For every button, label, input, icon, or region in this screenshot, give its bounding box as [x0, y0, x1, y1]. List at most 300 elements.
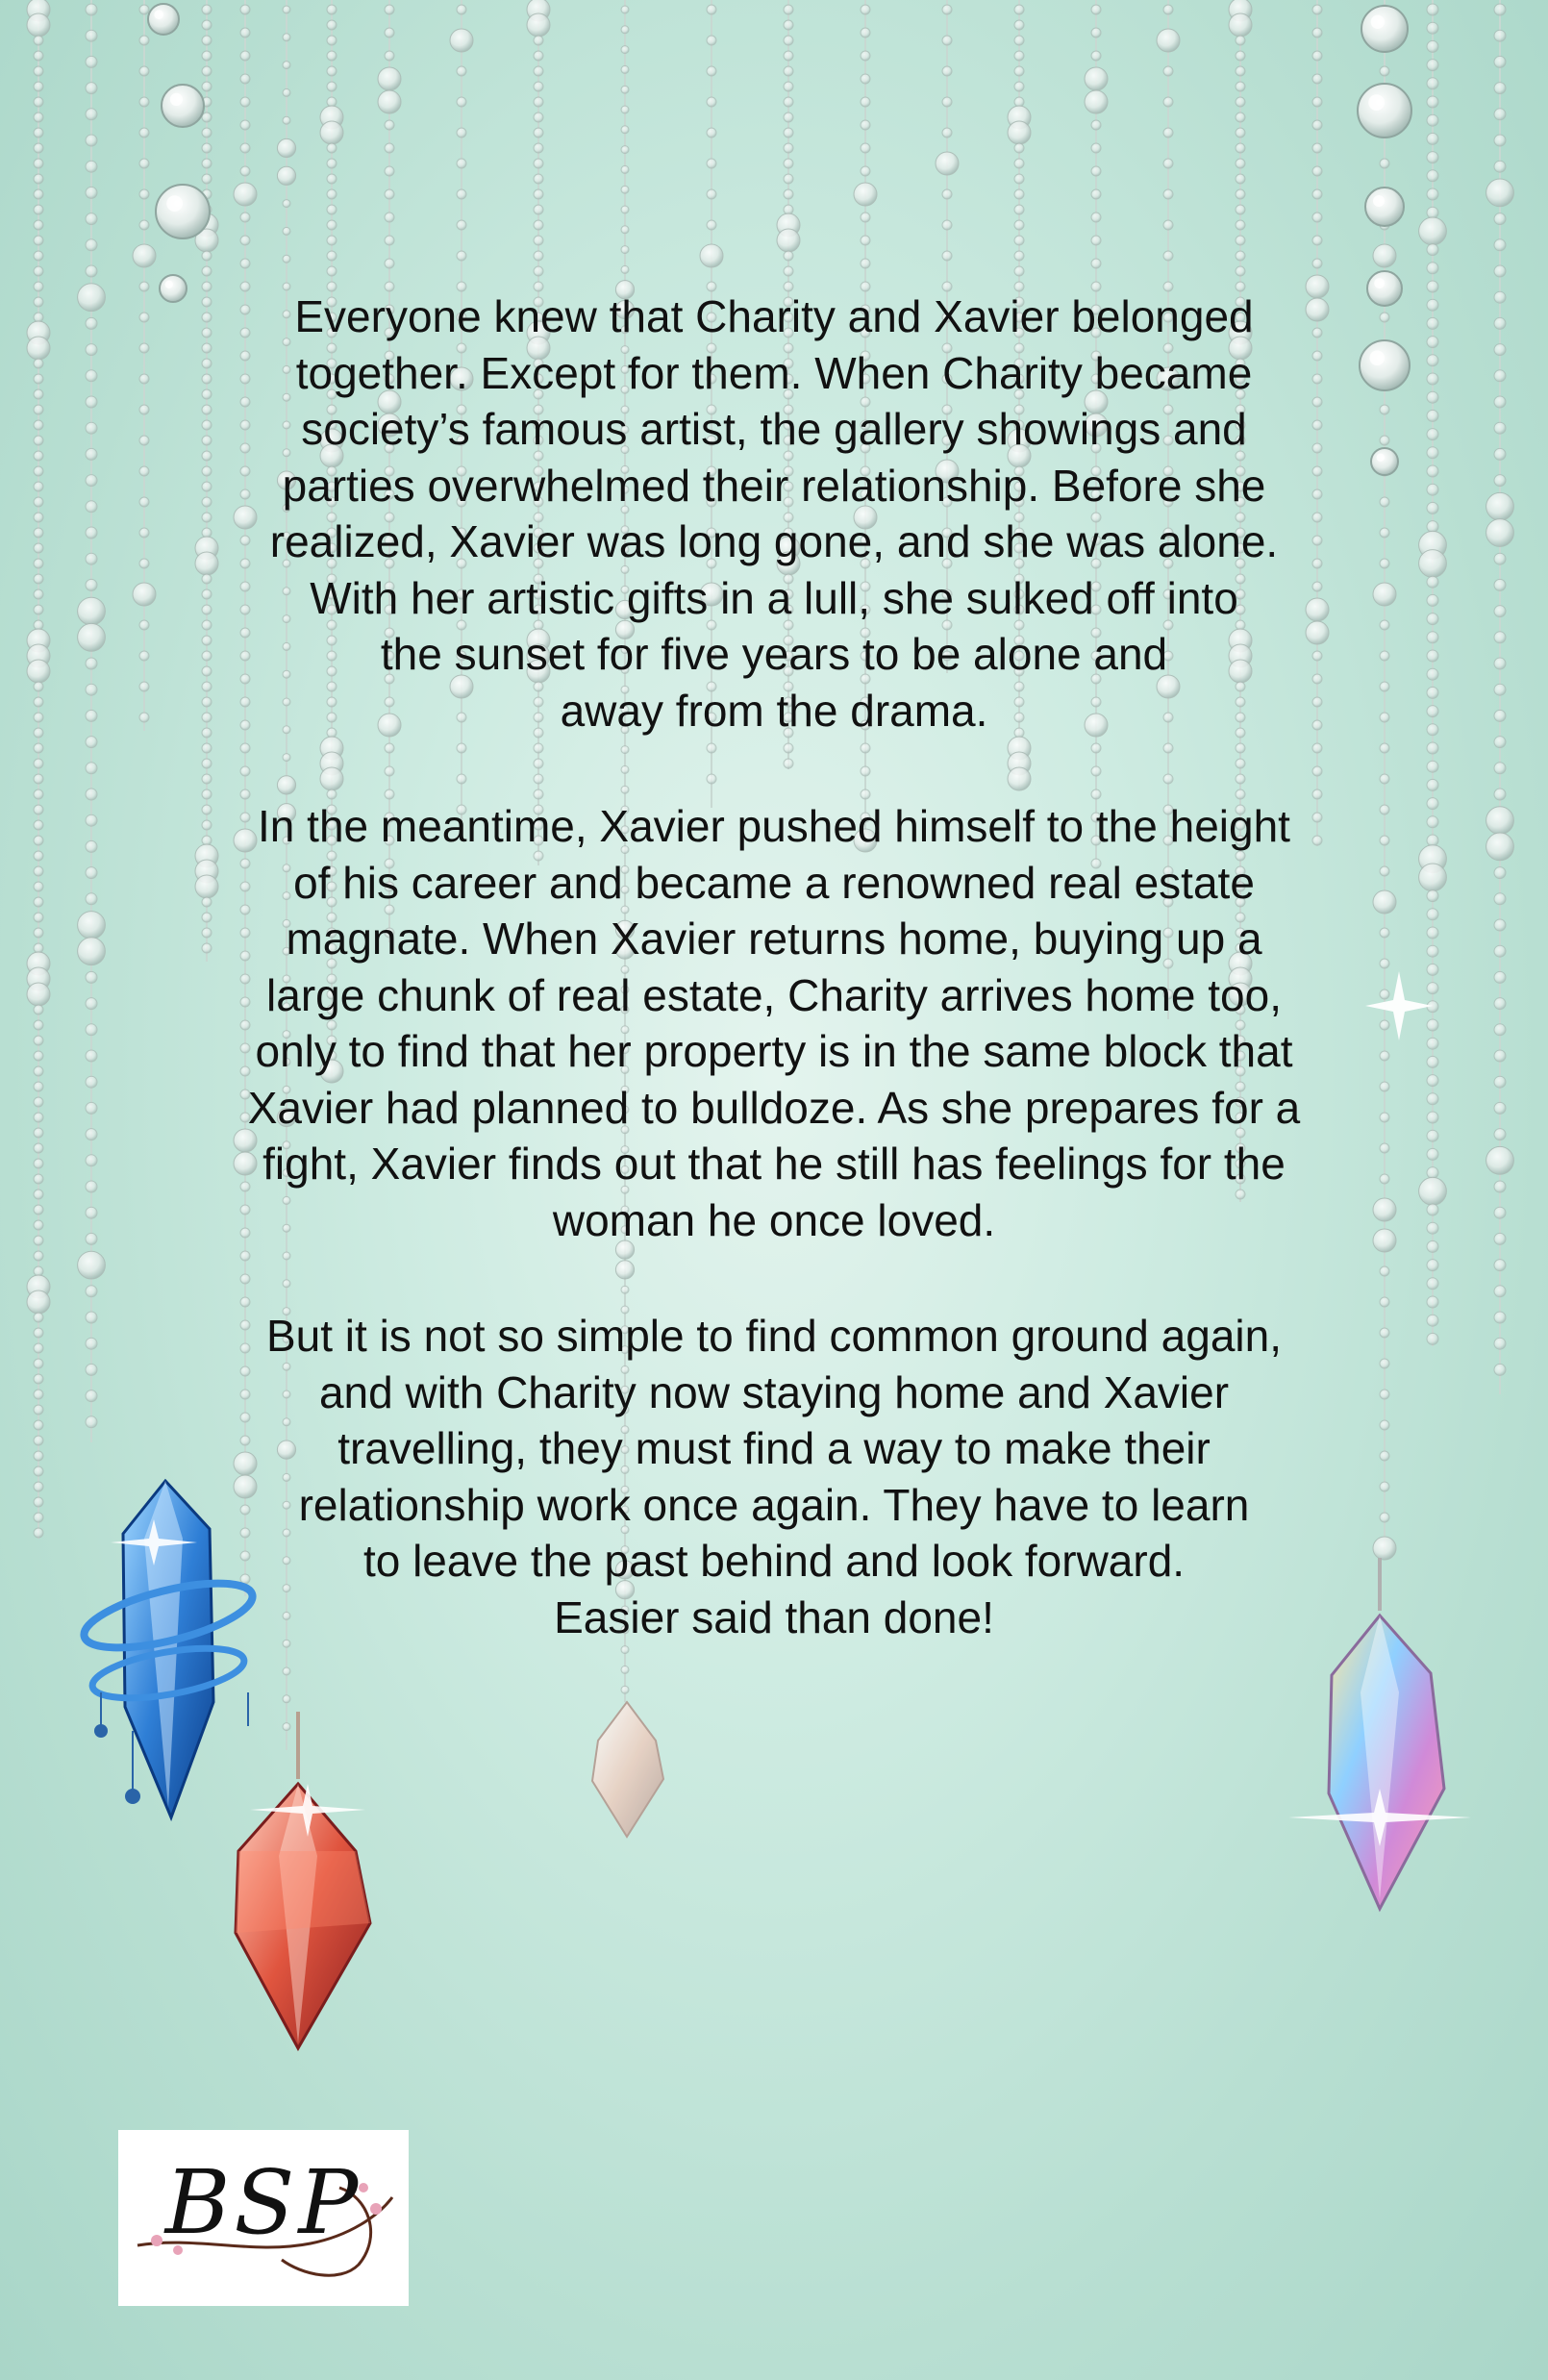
bead	[139, 374, 149, 384]
bead	[1380, 1482, 1389, 1491]
bead	[621, 1646, 629, 1654]
bead	[139, 528, 149, 538]
bead	[1014, 220, 1024, 230]
bead	[1486, 519, 1514, 547]
bead	[534, 36, 543, 45]
bead	[1494, 30, 1506, 41]
bead	[1494, 56, 1506, 67]
bead	[942, 220, 952, 230]
bead	[240, 743, 250, 753]
bead	[1163, 97, 1173, 107]
bead	[1494, 396, 1506, 408]
bead	[1380, 66, 1389, 76]
bead	[327, 220, 337, 230]
bead	[1091, 766, 1101, 776]
bead	[1427, 1333, 1438, 1344]
bead	[86, 1207, 97, 1218]
bead	[34, 236, 43, 245]
bead	[457, 220, 466, 230]
bead	[34, 1143, 43, 1153]
bead	[1427, 152, 1438, 163]
bead	[1494, 1102, 1506, 1114]
bead	[139, 220, 149, 230]
bead	[34, 51, 43, 61]
bead	[450, 29, 473, 52]
bead	[202, 66, 212, 76]
jewel	[156, 185, 210, 238]
bead	[139, 128, 149, 138]
bead	[327, 51, 337, 61]
bead	[1494, 867, 1506, 879]
bead	[86, 1233, 97, 1244]
bead	[1427, 1093, 1438, 1105]
bead	[1091, 28, 1101, 38]
jewel	[148, 4, 179, 35]
bead	[34, 728, 43, 738]
jewel-highlight	[166, 195, 183, 212]
bead	[234, 183, 257, 206]
jewel-highlight	[1368, 94, 1385, 111]
bead	[327, 189, 337, 199]
bead	[86, 763, 97, 774]
bead	[86, 1338, 97, 1349]
bead	[1373, 1537, 1396, 1560]
bead	[202, 251, 212, 261]
bead	[34, 1343, 43, 1353]
bead	[1427, 1260, 1438, 1271]
bead	[1008, 767, 1031, 790]
jewel-highlight	[1373, 195, 1385, 207]
bead	[34, 789, 43, 799]
bead	[1312, 189, 1322, 199]
bead	[139, 313, 149, 322]
bead	[1494, 606, 1506, 617]
bead	[202, 743, 212, 753]
bead	[86, 998, 97, 1010]
bead	[34, 1405, 43, 1415]
bead	[1427, 78, 1438, 89]
bead	[327, 159, 337, 168]
bead	[621, 126, 629, 134]
bead	[34, 1190, 43, 1199]
bead	[1163, 66, 1173, 76]
bead	[320, 121, 343, 144]
bead	[240, 236, 250, 245]
bead	[707, 743, 716, 753]
bead	[34, 97, 43, 107]
bead	[1312, 97, 1322, 107]
jewel	[1360, 340, 1410, 390]
bead	[34, 497, 43, 507]
bead	[534, 236, 543, 245]
bead	[707, 5, 716, 14]
bead	[385, 766, 394, 776]
bead	[1427, 484, 1438, 495]
bead	[139, 97, 149, 107]
bead	[861, 74, 870, 84]
bead	[1494, 239, 1506, 251]
bead	[283, 34, 290, 41]
bead	[86, 475, 97, 487]
bead	[1494, 1181, 1506, 1192]
bead	[1494, 658, 1506, 669]
bead	[139, 559, 149, 568]
bead	[1380, 1513, 1389, 1522]
bead	[457, 66, 466, 76]
bead	[1236, 159, 1245, 168]
bead	[1427, 909, 1438, 920]
bead	[34, 1466, 43, 1476]
bead	[34, 559, 43, 568]
bead	[1494, 1233, 1506, 1244]
bead	[86, 56, 97, 67]
bead	[1236, 205, 1245, 214]
bead	[534, 113, 543, 122]
bead	[34, 66, 43, 76]
bead	[385, 213, 394, 222]
bead	[1380, 990, 1389, 999]
bead	[78, 597, 106, 625]
bead	[1380, 1359, 1389, 1368]
bead	[942, 189, 952, 199]
bead	[139, 159, 149, 168]
bead	[202, 266, 212, 276]
bead	[1427, 945, 1438, 957]
bead	[1085, 90, 1108, 113]
bead	[1312, 166, 1322, 176]
bead	[1427, 410, 1438, 421]
logo-text: BSP	[164, 2151, 362, 2254]
bead	[1380, 1113, 1389, 1122]
bead	[527, 13, 550, 37]
bead	[385, 236, 394, 245]
bead	[34, 866, 43, 876]
bead	[457, 159, 466, 168]
bead	[1236, 51, 1245, 61]
bead	[1380, 528, 1389, 538]
bead	[1014, 66, 1024, 76]
bead	[34, 913, 43, 922]
bead	[1494, 1260, 1506, 1271]
bead	[1427, 1056, 1438, 1067]
bead	[283, 1280, 290, 1288]
bead	[1427, 355, 1438, 366]
bead	[139, 343, 149, 353]
bead	[707, 66, 716, 76]
bead	[1380, 682, 1389, 691]
bead	[1236, 743, 1245, 753]
bead	[1427, 60, 1438, 71]
bead	[133, 244, 156, 267]
bead	[784, 5, 793, 14]
bead	[34, 928, 43, 938]
bead	[202, 143, 212, 153]
bead	[1494, 789, 1506, 800]
bead	[1427, 133, 1438, 144]
bead	[457, 743, 466, 753]
bead	[621, 6, 629, 13]
bead	[1163, 774, 1173, 784]
bead	[240, 766, 250, 776]
bead	[1494, 448, 1506, 460]
bead	[34, 1097, 43, 1107]
bead	[707, 97, 716, 107]
bead	[240, 143, 250, 153]
jewel-highlight	[154, 10, 163, 19]
bead	[1312, 213, 1322, 222]
bead	[34, 436, 43, 445]
bead	[784, 159, 793, 168]
bead	[1427, 927, 1438, 939]
bead	[1380, 774, 1389, 784]
bead	[202, 20, 212, 30]
bead	[534, 189, 543, 199]
bead	[936, 152, 959, 175]
bead	[1008, 121, 1031, 144]
bead	[1494, 632, 1506, 643]
bead	[86, 448, 97, 460]
bead	[1494, 971, 1506, 983]
bead	[1494, 893, 1506, 905]
bead	[784, 97, 793, 107]
bead	[1380, 805, 1389, 814]
bead	[707, 189, 716, 199]
bead	[1091, 5, 1101, 14]
bead	[861, 51, 870, 61]
bead	[34, 1251, 43, 1261]
bead	[34, 1066, 43, 1076]
bead	[34, 820, 43, 830]
bead	[1236, 128, 1245, 138]
bead	[457, 251, 466, 261]
bead	[139, 189, 149, 199]
bead	[1427, 724, 1438, 736]
bead	[320, 767, 343, 790]
bead	[86, 840, 97, 852]
bead	[1427, 668, 1438, 680]
bead	[139, 682, 149, 691]
bead	[1427, 1222, 1438, 1234]
bead	[1494, 945, 1506, 957]
bead	[34, 1113, 43, 1122]
bead	[1236, 189, 1245, 199]
bead	[34, 1205, 43, 1215]
bead	[283, 200, 290, 208]
bead	[1380, 959, 1389, 968]
bead	[34, 1128, 43, 1138]
bead	[1380, 1390, 1389, 1399]
bead	[1312, 74, 1322, 84]
bead	[942, 97, 952, 107]
bead	[1091, 143, 1101, 153]
bead	[240, 120, 250, 130]
bead	[784, 113, 793, 122]
bead	[1494, 475, 1506, 487]
bead	[1427, 687, 1438, 698]
bead	[34, 774, 43, 784]
bead	[283, 1695, 290, 1703]
bead	[283, 1667, 290, 1675]
bead	[1427, 1075, 1438, 1087]
bead	[1427, 964, 1438, 975]
bead	[1427, 1148, 1438, 1160]
bead	[202, 174, 212, 184]
bead	[202, 113, 212, 122]
bead	[1494, 1364, 1506, 1375]
bead	[534, 251, 543, 261]
bead	[1373, 1229, 1396, 1252]
bead	[78, 623, 106, 651]
bead	[1494, 83, 1506, 94]
bead	[1085, 67, 1108, 90]
bead	[1427, 337, 1438, 348]
bead	[327, 143, 337, 153]
bead	[34, 405, 43, 414]
bead	[1380, 620, 1389, 630]
bead	[34, 513, 43, 522]
bead	[1494, 370, 1506, 382]
bead	[385, 51, 394, 61]
bead	[34, 1236, 43, 1245]
bead	[1427, 170, 1438, 182]
bead	[86, 1390, 97, 1402]
bead	[34, 1174, 43, 1184]
bead	[34, 1359, 43, 1368]
bead	[1014, 266, 1024, 276]
bead	[1427, 502, 1438, 514]
bead	[34, 882, 43, 891]
bead	[534, 174, 543, 184]
bead	[283, 754, 290, 762]
bead	[1014, 82, 1024, 91]
bead	[861, 236, 870, 245]
bead	[1163, 743, 1173, 753]
red-crystal-icon	[236, 1712, 370, 2048]
bead	[707, 159, 716, 168]
bead	[139, 282, 149, 291]
jewel-highlight	[170, 93, 183, 106]
bead	[1427, 317, 1438, 329]
bead	[327, 20, 337, 30]
bead	[861, 97, 870, 107]
bead	[861, 743, 870, 753]
bead	[1427, 1019, 1438, 1031]
bead	[34, 1051, 43, 1061]
bead	[86, 161, 97, 172]
bead	[1236, 251, 1245, 261]
bead	[621, 106, 629, 113]
bead	[621, 746, 629, 754]
bead	[277, 776, 295, 794]
bead	[34, 805, 43, 814]
bead	[1014, 251, 1024, 261]
bead	[34, 189, 43, 199]
bead	[1312, 766, 1322, 776]
bead	[534, 774, 543, 784]
bead	[861, 28, 870, 38]
bead	[1163, 251, 1173, 261]
bead	[1236, 266, 1245, 276]
jewel	[1371, 448, 1398, 475]
bead	[86, 501, 97, 513]
bead	[861, 766, 870, 776]
bead	[202, 159, 212, 168]
bead	[34, 1390, 43, 1399]
bead	[34, 759, 43, 768]
bead	[1236, 774, 1245, 784]
bead	[86, 317, 97, 329]
bead	[1427, 1112, 1438, 1123]
bead	[240, 97, 250, 107]
bead	[457, 774, 466, 784]
bead	[86, 1286, 97, 1297]
bead	[1380, 1174, 1389, 1184]
bead	[1157, 29, 1180, 52]
bead	[385, 189, 394, 199]
bead	[385, 143, 394, 153]
bead	[1373, 244, 1396, 267]
bead	[283, 227, 290, 235]
blurb-paragraph-2: In the meantime, Xavier pushed himself to the height of his career and became a renowned real estate magnate. When Xavier returns home, buying up a large chunk of real estate, Charity arrives home too, only to find that her property is in the same block that Xavier had planned to bulldoze. As she prepares for a fight, Xavier finds out that he still has feelings for the woman he once loved.	[247, 801, 1301, 1245]
bead	[621, 46, 629, 54]
bead	[1494, 763, 1506, 774]
bead	[534, 82, 543, 91]
bead	[707, 128, 716, 138]
bead	[86, 370, 97, 382]
bead	[942, 251, 952, 261]
bead	[1380, 1297, 1389, 1307]
bead	[1312, 236, 1322, 245]
bead	[1494, 291, 1506, 303]
bead	[1380, 1143, 1389, 1153]
bead	[327, 5, 337, 14]
bead	[1427, 521, 1438, 533]
bead	[34, 1082, 43, 1091]
bead	[784, 174, 793, 184]
bead	[34, 451, 43, 461]
bead	[86, 265, 97, 277]
bead	[1486, 807, 1514, 835]
bead	[1380, 1451, 1389, 1461]
bead	[1380, 1266, 1389, 1276]
bead	[86, 1416, 97, 1428]
bead	[621, 765, 629, 773]
bead	[1494, 422, 1506, 434]
bead	[240, 213, 250, 222]
bead	[1427, 614, 1438, 625]
jewel-highlight	[1377, 454, 1385, 462]
bead	[1014, 236, 1024, 245]
bead	[1419, 1177, 1447, 1205]
bead	[1494, 1312, 1506, 1323]
blurb-paragraph-3: But it is not so simple to find common ground again, and with Charity now staying home and Xavier travelling, they must find a way to make their relationship work once again. They have to learn to leave the past behind and look forward. Easier said than done!	[265, 1311, 1282, 1642]
bead	[34, 1313, 43, 1322]
bead	[34, 897, 43, 907]
jewel	[1358, 84, 1411, 138]
bead	[861, 120, 870, 130]
bead	[1380, 436, 1389, 445]
bead	[1494, 998, 1506, 1010]
bead	[621, 265, 629, 273]
bead	[1494, 579, 1506, 590]
bead	[1494, 684, 1506, 695]
bead	[34, 1159, 43, 1168]
bead	[784, 189, 793, 199]
bead	[1427, 706, 1438, 717]
bead	[534, 205, 543, 214]
bead	[34, 36, 43, 45]
bead	[86, 135, 97, 146]
